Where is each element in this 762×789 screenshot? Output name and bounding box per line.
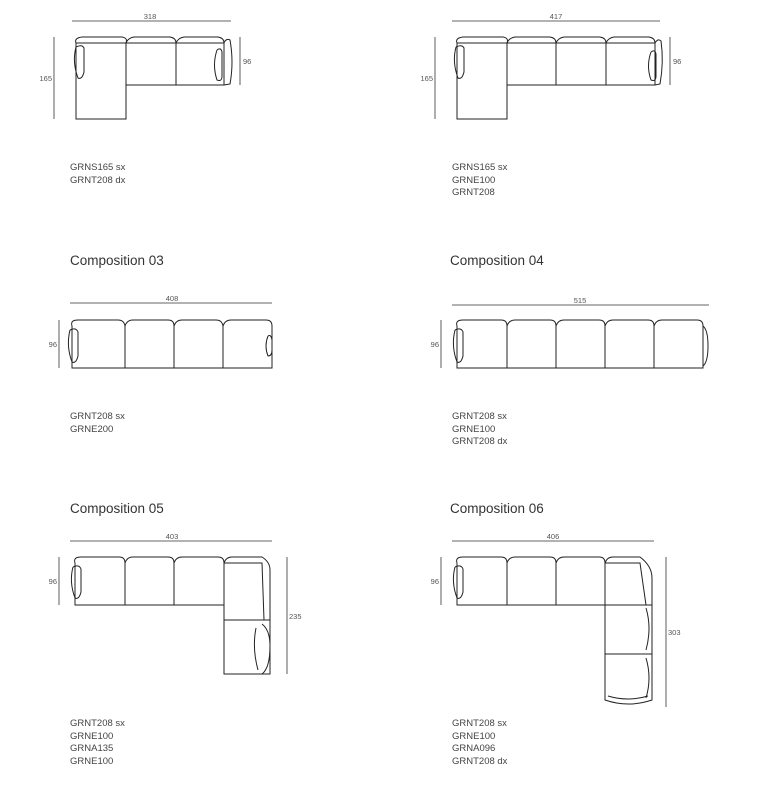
composition-03-title: Composition 03: [70, 253, 164, 268]
module-code: GRNT208 sx: [452, 718, 507, 729]
module-code: GRNT208 sx: [70, 718, 125, 729]
dimension-labels: [39, 12, 681, 637]
composition-06-plan: [441, 541, 666, 707]
module-code: GRNT208: [452, 187, 495, 199]
composition-05-plan: [59, 541, 287, 674]
composition-05-title: Composition 05: [70, 501, 164, 516]
module-code: GRNT208 dx: [452, 436, 508, 448]
composition-01-codes: [70, 162, 125, 187]
comp02-chaise-dim: 165: [420, 74, 433, 83]
comp01-depth-dim: 96: [243, 57, 252, 66]
module-code: GRNS165 sx: [452, 162, 508, 173]
comp06-depth-dim: 96: [430, 577, 439, 586]
comp03-width-dim: 408: [165, 294, 179, 303]
comp04-depth-dim: 96: [430, 340, 439, 349]
module-code: GRNS165 sx: [70, 162, 126, 173]
composition-06-title: Composition 06: [450, 501, 544, 516]
module-code: GRNE100: [452, 730, 496, 742]
module-code: GRNT208 sx: [452, 411, 507, 422]
module-code: GRNE100: [70, 755, 114, 767]
composition-01-plan: [54, 21, 240, 119]
composition-04-title: Composition 04: [450, 253, 544, 268]
comp05-width-dim: 403: [165, 532, 179, 541]
module-code: GRNE200: [70, 423, 114, 435]
composition-04-plan: [441, 305, 709, 368]
comp02-depth-dim: 96: [673, 57, 682, 66]
comp05-depth-dim: 96: [48, 577, 57, 586]
comp06-width-dim: 406: [546, 532, 560, 541]
module-code: GRNA096: [452, 743, 496, 755]
composition-05-codes: [70, 718, 125, 768]
module-code: GRNE100: [70, 730, 114, 742]
composition-02-plan: [435, 21, 670, 119]
composition-03-plan: [59, 303, 272, 368]
composition-06-codes: [452, 718, 507, 768]
module-code: GRNT208 dx: [452, 755, 508, 767]
module-code: GRNA135: [70, 743, 114, 755]
module-code: GRNE100: [452, 423, 496, 435]
comp02-width-dim: 417: [549, 12, 563, 21]
module-code: GRNT208 dx: [70, 174, 126, 186]
comp04-width-dim: 515: [573, 296, 587, 305]
composition-04-codes: [452, 411, 507, 449]
composition-03-codes: [70, 411, 125, 436]
comp01-width-dim: 318: [143, 12, 157, 21]
comp03-depth-dim: 96: [48, 340, 57, 349]
comp06-return-dim: 303: [668, 628, 681, 637]
comp05-return-dim: 235: [289, 612, 302, 621]
comp01-chaise-dim: 165: [39, 74, 52, 83]
module-code: GRNT208 sx: [70, 411, 125, 422]
composition-02-codes: [452, 162, 507, 200]
module-code: GRNE100: [452, 174, 496, 186]
